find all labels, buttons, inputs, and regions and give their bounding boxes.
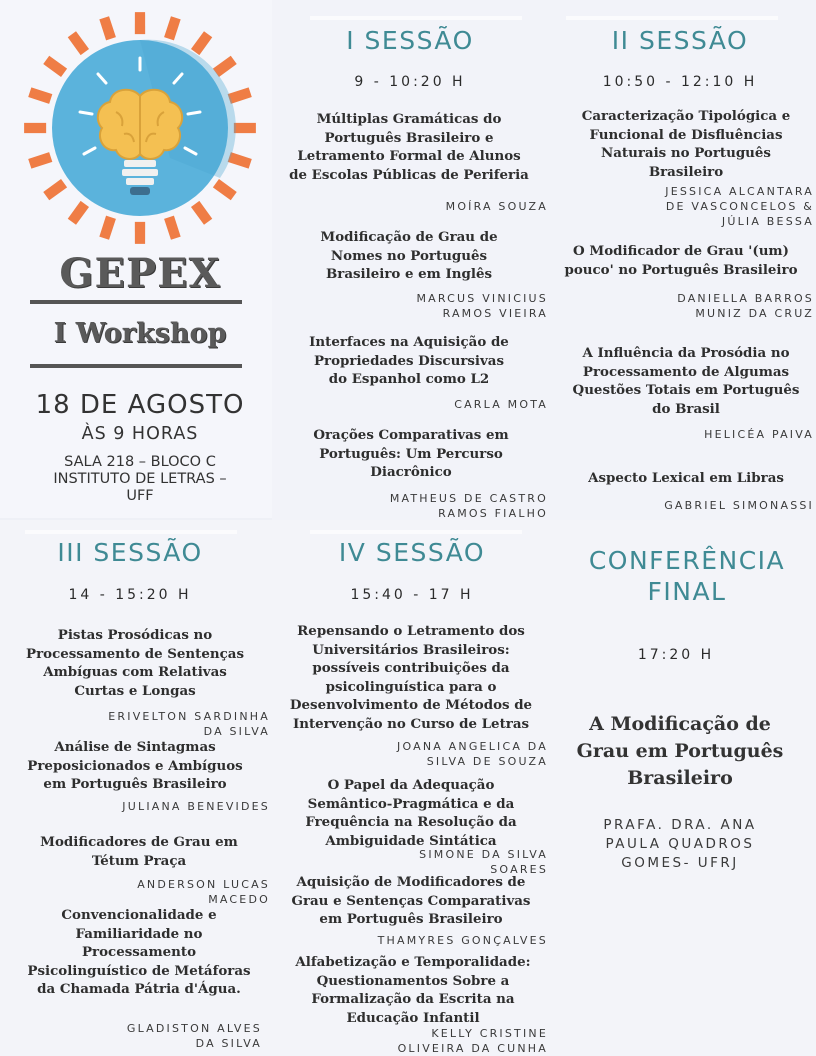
sun-ray-icon bbox=[135, 222, 145, 244]
sun-ray-icon bbox=[164, 216, 181, 240]
talk-title: Múltiplas Gramáticas do Português Brasileiro e Letramento Formal de Alunos de Escolas Públicas de Periferia bbox=[289, 111, 529, 183]
talk-title: Orações Comparativas em Português: Um Percurso Diacrônico bbox=[313, 427, 509, 481]
talk-title: Caracterização Tipológica e Funcional de Disfluências Naturais no Português Brasileiro bbox=[581, 108, 791, 180]
talk-title: Modificação de Grau de Nomes no Português Brasileiro e em Inglês bbox=[320, 229, 498, 283]
talk-author: ERIVELTON SARDINHA DA SILVA bbox=[108, 710, 270, 738]
sun-ray-icon bbox=[213, 179, 237, 200]
event-group-title: GEPEX bbox=[59, 250, 221, 297]
session-3-heading: III SESSÃO bbox=[57, 538, 203, 567]
session-1-time: 9 - 10:20 H bbox=[354, 74, 466, 90]
talk-author: GABRIEL SIMONASSI bbox=[664, 499, 814, 512]
lightbulb-brain-logo bbox=[20, 8, 260, 248]
brain-icon bbox=[98, 90, 182, 159]
sun-ray-icon bbox=[99, 16, 116, 40]
title-divider bbox=[30, 300, 242, 304]
sun-ray-icon bbox=[68, 201, 89, 225]
sun-ray-icon bbox=[43, 56, 67, 77]
talk-author: ANDERSON LUCAS MACEDO bbox=[137, 878, 270, 906]
conference-title: A Modificação de Grau em Português Brasileiro bbox=[576, 713, 784, 789]
talk-author: SIMONE DA SILVA SOARES bbox=[419, 848, 548, 876]
talk-title: A Influência da Prosódia no Processamento de Algumas Questões Totais em Português do Brasil bbox=[572, 345, 800, 417]
talk-author: MARCUS VINICIUS RAMOS VIEIRA bbox=[416, 292, 548, 320]
talk-author: JULIANA BENEVIDES bbox=[122, 800, 270, 813]
talk-author: JOANA ANGELICA DA SILVA DE SOUZA bbox=[397, 740, 548, 768]
sun-ray-icon bbox=[164, 16, 181, 40]
sun-ray-icon bbox=[28, 152, 52, 169]
talk-title: Aspecto Lexical em Libras bbox=[588, 470, 784, 486]
title-divider bbox=[30, 364, 242, 368]
talk-title: Modificadores de Grau em Tétum Praça bbox=[40, 834, 238, 869]
talk-author: JESSICA ALCANTARA DE VASCONCELOS & JÚLIA BESSA bbox=[665, 185, 814, 228]
sun-ray-icon bbox=[28, 87, 52, 104]
sun-ray-icon bbox=[99, 216, 116, 240]
talk-title: Convencionalidade e Familiaridade no Processamento Psicolinguístico de Metáforas da Chamada Pátria d'Água. bbox=[27, 907, 251, 998]
talk-title: Interfaces na Aquisição de Propriedades Discursivas do Espanhol como L2 bbox=[309, 334, 509, 388]
divider-line bbox=[310, 530, 522, 534]
talk-author: CARLA MOTA bbox=[454, 398, 548, 411]
talk-author: KELLY CRISTINE OLIVEIRA DA CUNHA bbox=[397, 1027, 548, 1055]
sun-ray-icon bbox=[24, 123, 46, 133]
talk-title: O Papel da Adequação Semântico-Pragmática e da Frequência na Resolução da Ambiguidade Sintática bbox=[305, 777, 517, 849]
sun-ray-icon bbox=[68, 31, 89, 55]
talk-title: Análise de Sintagmas Preposicionados e Ambíguos em Português Brasileiro bbox=[27, 739, 243, 793]
divider-line bbox=[566, 16, 778, 20]
sun-ray-icon bbox=[191, 31, 212, 55]
talk-author: MOÍRA SOUZA bbox=[445, 200, 548, 213]
sun-ray-icon bbox=[191, 201, 212, 225]
event-date: 18 DE AGOSTO bbox=[35, 390, 245, 420]
sun-ray-icon bbox=[43, 179, 67, 200]
session-4-time: 15:40 - 17 H bbox=[350, 587, 474, 603]
session-4-heading: IV SESSÃO bbox=[338, 538, 486, 567]
event-hour: ÀS 9 HORAS bbox=[81, 424, 199, 444]
session-3-time: 14 - 15:20 H bbox=[68, 587, 192, 603]
talk-author: THAMYRES GONÇALVES bbox=[377, 934, 548, 947]
event-venue: SALA 218 – BLOCO C INSTITUTO DE LETRAS – UFF bbox=[53, 454, 227, 504]
session-2-time: 10:50 - 12:10 H bbox=[602, 74, 758, 90]
talk-title: O Modificador de Grau '(um) pouco' no Português Brasileiro bbox=[564, 243, 798, 278]
divider-line bbox=[25, 530, 237, 534]
talk-title: Pistas Prosódicas no Processamento de Sentenças Ambíguas com Relativas Curtas e Longas bbox=[26, 627, 244, 699]
sun-ray-icon bbox=[135, 12, 145, 34]
talk-author: DANIELLA BARROS MUNIZ DA CRUZ bbox=[677, 292, 814, 320]
conference-time: 17:20 H bbox=[637, 647, 715, 663]
talk-author: HELICÉA PAIVA bbox=[704, 428, 814, 441]
talk-author: MATHEUS DE CASTRO RAMOS FIALHO bbox=[389, 492, 548, 520]
conference-heading: CONFERÊNCIA FINAL bbox=[588, 546, 786, 606]
talk-title: Repensando o Letramento dos Universitários Brasileiros: possíveis contribuições da psicolinguística para o Desenvolvimento de Métodos de Intervenção no Curso de Letras bbox=[289, 623, 533, 732]
conference-speaker: PRAFA. DRA. ANA PAULA QUADROS GOMES- UFRJ bbox=[603, 817, 757, 871]
divider-line bbox=[310, 16, 522, 20]
talk-author: GLADISTON ALVES DA SILVA bbox=[126, 1022, 262, 1050]
session-2-heading: II SESSÃO bbox=[611, 26, 749, 55]
talk-title: Alfabetização e Temporalidade: Questionamentos Sobre a Formalização da Escrita na Educação Infantil bbox=[295, 954, 531, 1026]
talk-title: Aquisição de Modificadores de Grau e Sentenças Comparativas em Português Brasileiro bbox=[291, 874, 531, 928]
event-edition: I Workshop bbox=[53, 318, 227, 349]
session-1-heading: I SESSÃO bbox=[346, 26, 474, 55]
sun-ray-icon bbox=[234, 123, 256, 133]
